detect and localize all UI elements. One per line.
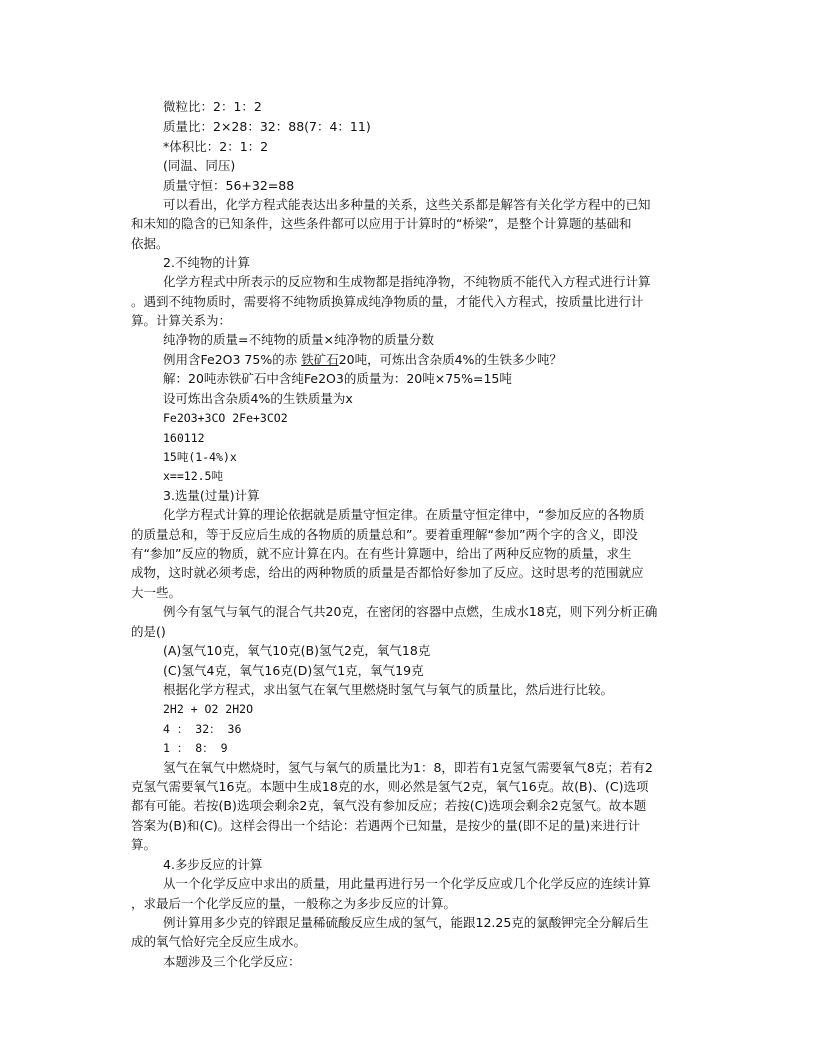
paragraph-line: 化学方程式计算的理论依据就是质量守恒定律。在质量守恒定律中，“参加反应的各物质 [163,507,645,522]
text-line: (同温、同压) [163,158,236,173]
paragraph-line: 例今有氢气与氧气的混合气共20克，在密闭的容器中点燃，生成水18克，则下列分析正确 [163,604,658,619]
paragraph-line: 可以看出，化学方程式能表达出多种量的关系，这些关系都是解答有关化学方程中的已知 [163,197,651,212]
paragraph-line: 有“参加”反应的物质，就不应计算在内。在有些计算题中，给出了两种反应物的质量，求生 [131,546,632,561]
text-line: 微粒比：2：1：2 [163,99,262,114]
text-line: 质量守恒：56+32=88 [163,178,295,193]
paragraph-line: 例计算用多少克的锌跟足量稀硫酸反应生成的氢气，能跟12.25克的氯酸钾完全分解后生 [163,915,649,930]
example-text: 例用含Fe2O3 75%的赤 [163,352,298,367]
paragraph-line: 化学方程式中所表示的反应物和生成物都是指纯净物，不纯物质不能代入方程式进行计算 [163,274,651,289]
paragraph-line: 的质量总和，等于反应后生成的各物质的质量总和”。要着重理解“参加”两个字的含义，即没 [131,527,638,542]
text-line [163,350,562,370]
equation-line: 1 ： 8： 9 [163,741,228,755]
example-text-cont: 20吨，可炼出含杂质4%的生铁多少吨？ [338,352,562,367]
paragraph-line: 氢气在氧气中燃烧时，氢气与氧气的质量比为1：8，即若有1克氢气需要氧气8克；若有2 [163,760,653,775]
section-heading: 3.选量(过量)计算 [163,488,260,503]
text-line: 根据化学方程式，求出氢气在氧气里燃烧时氢气与氧气的质量比，然后进行比较。 [163,682,614,697]
paragraph-line: 依据。 [131,236,169,251]
text-line: 解：20吨赤铁矿石中含纯Fe2O3的质量为：20吨×75%=15吨 [163,371,512,386]
paragraph-line: 。遇到不纯物质时，需要将不纯物质换算成纯净物质的量，才能代入方程式，按质量比进行计 [131,294,644,309]
equation-line: 160112 [163,431,205,445]
text-line: 质量比：2×28：32：88(7：4：11) [163,119,371,134]
paragraph-line: 算。 [131,837,157,852]
paragraph-line: 本题涉及三个化学反应： [163,954,301,969]
section-heading: 4.多步反应的计算 [163,857,263,872]
paragraph-line: 从一个化学反应中求出的质量，用此量再进行另一个化学反应或几个化学反应的连续计算 [163,876,651,891]
equation-line: x==12.5吨 [163,469,223,483]
text-line: *体积比：2：1：2 [163,139,269,154]
ore-link[interactable]: 铁矿石 [301,352,339,367]
text-line: 设可炼出含杂质4%的生铁质量为x [163,391,353,406]
paragraph-line: 克氢气需要氧气16克。本题中生成18克的水，则必然是氢气2克，氧气16克。故(B)、(C)选项 [131,779,649,794]
equation-line: 2H2 + O2 2H2O [163,702,254,716]
paragraph-line: 和未知的隐含的已知条件，这些条件都可以应用于计算时的“桥梁”，是整个计算题的基础和 [131,216,632,231]
text-line: 纯净物的质量=不纯物的质量×纯净物的质量分数 [163,332,434,347]
equation-line: 4 ： 32： 36 [163,722,242,736]
paragraph-line: 成物，这时就必须考虑，给出的两种物质的质量是否都恰好参加了反应。这时思考的范围就应 [131,565,644,580]
option-line: (A)氢气10克，氧气10克(B)氢气2克，氧气18克 [163,643,431,658]
paragraph-line: 大一些。 [131,585,182,600]
paragraph-line: 成的氧气恰好完全反应生成水。 [131,934,307,949]
equation-line: 15吨(1-4%)x [163,450,237,464]
paragraph-line: 算。计算关系为： [131,313,232,328]
section-heading: 2.不纯物的计算 [163,255,250,270]
paragraph-line: 的是() [131,624,166,639]
option-line: (C)氢气4克，氧气16克(D)氢气1克，氧气19克 [163,663,424,678]
paragraph-line: 答案为(B)和(C)。这样会得出一个结论：若遇两个已知量，是按少的量(即不足的量)来进行计 [131,818,641,833]
paragraph-line: 都有可能。若按(B)选项会剩余2克，氧气没有参加反应；若按(C)选项会剩余2克氢气。故本题 [131,798,647,813]
equation-line: Fe2O3+3CO 2Fe+3CO2 [163,411,288,425]
paragraph-line: ，求最后一个化学反应的量，一般称之为多步反应的计算。 [131,896,457,911]
